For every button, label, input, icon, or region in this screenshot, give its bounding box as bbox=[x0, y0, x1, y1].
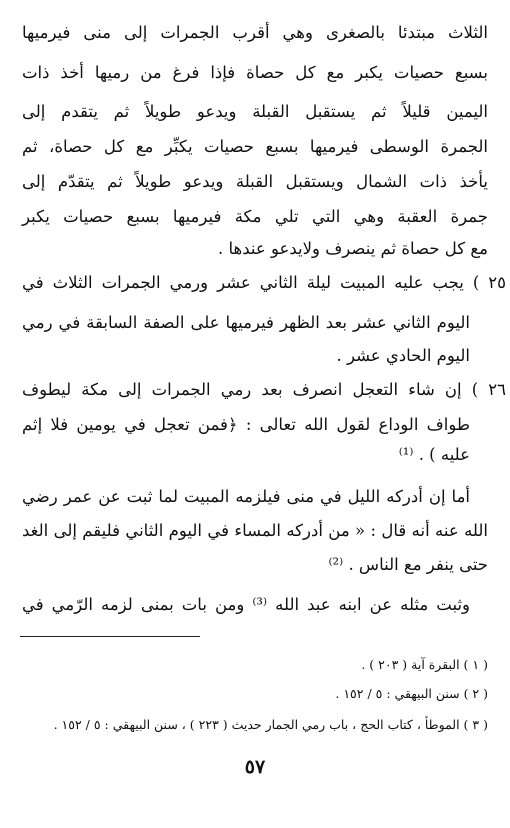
item-26-line: عليه ) . ⁽¹⁾ bbox=[398, 445, 470, 464]
footnote: ( ٢ ) سنن البيهقي : ٥ / ١٥٢ . bbox=[335, 686, 488, 701]
footnote-separator bbox=[20, 636, 200, 637]
body-line: وثبت مثله عن ابنه عبد الله ⁽³⁾ ومن بات بمنى لزمه الرّمي في bbox=[22, 595, 470, 614]
body-line: يأخذ ذات الشمال ويستقبل القبلة ويدعو طويلاً ثم يتقدّم إلى bbox=[22, 172, 488, 191]
body-line: الله عنه أنه قال : « من أدركه المساء في اليوم الثاني فليقم إلى الغد bbox=[22, 521, 488, 540]
body-line: حتى ينفر مع الناس . ⁽²⁾ bbox=[328, 555, 488, 574]
body-line: الثلاث مبتدئا بالصغرى وهي أقرب الجمرات إلى منى فيرميها bbox=[22, 23, 488, 42]
item-25-line: ٢٥ ) يجب عليه المبيت ليلة الثاني عشر ورمي الجمرات الثلاث في bbox=[22, 273, 506, 292]
body-line: اليمين قليلاً ثم يستقبل القبلة ويدعو طويلاً ثم يتقدم إلى bbox=[22, 102, 488, 121]
body-line: بسبع حصيات يكبر مع كل حصاة فإذا فرغ من رميها أخذ ذات bbox=[22, 63, 488, 82]
item-26-line: ٢٦ ) إن شاء التعجل انصرف بعد رمي الجمرات إلى مكة ليطوف bbox=[22, 380, 506, 399]
page-number: ٥٧ bbox=[244, 756, 266, 778]
item-26-line: طواف الوداع لقول الله تعالى : ﴿فمن تعجل في يومين فلا إثم bbox=[22, 415, 470, 434]
item-25-line: اليوم الثاني عشر بعد الظهر فيرميها على الصفة السابقة في رمي bbox=[22, 313, 470, 332]
footnote: ( ١ ) البقرة آية ( ٢٠٣ ) . bbox=[361, 657, 488, 672]
body-line: الجمرة الوسطى فيرميها بسبع حصيات يكبِّر مع كل حصاة، ثم bbox=[22, 137, 488, 156]
body-line: أما إن أدركه الليل في منى فيلزمه المبيت لما ثبت عن عمر رضي bbox=[22, 487, 470, 506]
body-line: مع كل حصاة ثم ينصرف ولايدعو عندها . bbox=[218, 239, 488, 258]
footnote: ( ٣ ) الموطأ ، كتاب الحج ، باب رمي الجمار حديث ( ٢٢٣ ) ، سنن البيهقي : ٥ / ١٥٢ . bbox=[53, 717, 488, 732]
item-25-line: اليوم الحادي عشر . bbox=[336, 346, 470, 365]
body-line: جمرة العقبة وهي التي تلي مكة فيرميها بسبع حصيات يكبر bbox=[22, 207, 488, 226]
